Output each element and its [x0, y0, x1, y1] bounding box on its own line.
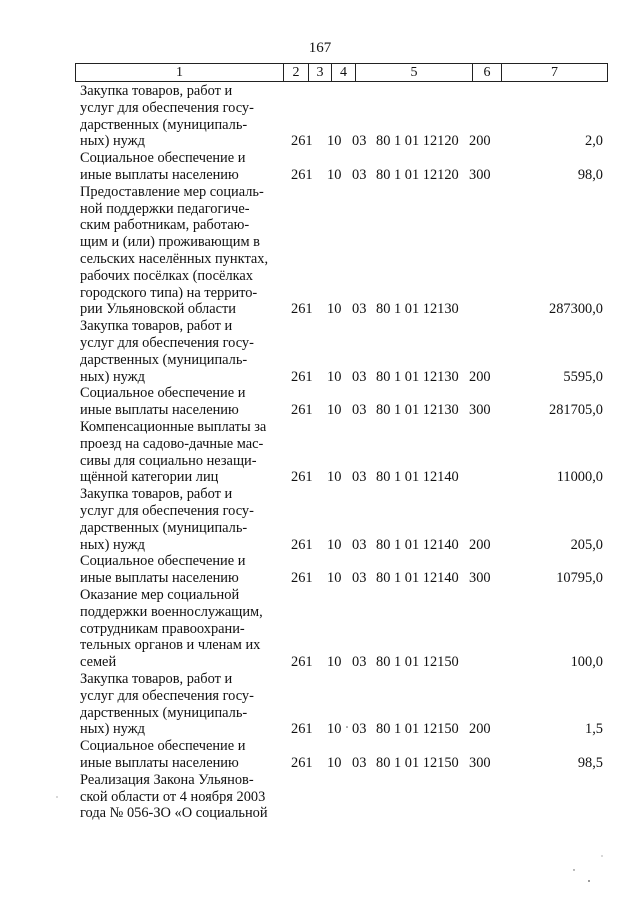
row-name [80, 738, 278, 772]
row-name [80, 419, 278, 486]
ministry-code: 261 [291, 721, 313, 738]
header-col-3: 3 [309, 64, 332, 81]
section-code: 10 [327, 166, 342, 183]
section-code: 10 [327, 536, 342, 553]
expense-type: 300 [469, 570, 491, 587]
sum-value: 281705,0 [549, 402, 603, 419]
subsection-code: 03 [352, 301, 367, 318]
row-name [80, 385, 278, 419]
header-col-4: 4 [332, 64, 356, 81]
row-name-line: сотрудникам правоохрани- [80, 620, 245, 637]
row-name [80, 553, 278, 587]
target-article: 80 1 01 12120 [376, 166, 459, 183]
sum-value: 287300,0 [549, 301, 603, 318]
row-name [80, 587, 278, 671]
row-name-line: Социальное обеспечение и [80, 385, 246, 402]
target-article: 80 1 01 12130 [376, 301, 459, 318]
row-name [80, 83, 278, 150]
row-name-line: Закупка товаров, работ и [80, 671, 233, 687]
row-name-line: Социальное обеспечение и [80, 738, 246, 755]
ministry-code: 261 [291, 536, 313, 553]
row-name-line: сельских населённых пунктах, [80, 250, 269, 267]
expense-type: 200 [469, 721, 491, 738]
row-name-line: иные выплаты населению [80, 570, 239, 587]
subsection-code: 03 [352, 536, 367, 553]
expense-type: 300 [469, 754, 491, 771]
section-code: 10 [327, 301, 342, 318]
row-name [80, 150, 278, 184]
expense-type: 200 [469, 536, 491, 553]
row-name-line: Оказание мер социальной [80, 587, 240, 603]
row-name-line: проезд на садово-дачные мас- [80, 435, 264, 452]
ministry-code: 261 [291, 570, 313, 587]
sum-value: 100,0 [570, 654, 603, 671]
row-name-line: услуг для обеспечения госу- [80, 334, 254, 351]
row-name-line: услуг для обеспечения госу- [80, 99, 254, 116]
row-name-line: иные выплаты населению [80, 754, 239, 771]
subsection-code: 03 [352, 368, 367, 385]
row-name-line: рии Ульяновской области [80, 301, 236, 318]
row-name-line: городского типа) на террито- [80, 284, 258, 301]
row-name-line: ским работникам, работаю- [80, 217, 250, 234]
sum-value: 98,0 [577, 166, 603, 183]
row-name-line: Компенсационные выплаты за [80, 419, 267, 435]
subsection-code: 03 [352, 721, 367, 738]
ministry-code: 261 [291, 301, 313, 318]
row-name-line: Закупка товаров, работ и [80, 318, 233, 335]
sum-value: 5595,0 [563, 368, 603, 385]
row-name-line: тельных органов и членам их [80, 637, 261, 654]
row-name-line: рабочих посёлках (посёлках [80, 267, 253, 284]
section-code: 10 [327, 402, 342, 419]
row-name-line: щим и (или) проживающим в [80, 234, 260, 251]
target-article: 80 1 01 12130 [376, 402, 459, 419]
subsection-code: 03 [352, 570, 367, 587]
sum-value: 1,5 [585, 721, 603, 738]
row-name-line: ных) нужд [80, 133, 145, 150]
row-name-line: ных) нужд [80, 368, 145, 385]
row-name-line: ных) нужд [80, 721, 145, 738]
section-code: 10 [327, 368, 342, 385]
row-name-line: ской области от 4 ноября 2003 [80, 788, 266, 805]
target-article: 80 1 01 12150 [376, 721, 459, 738]
ministry-code: 261 [291, 402, 313, 419]
section-code: 10 [327, 469, 342, 486]
ministry-code: 261 [291, 133, 313, 150]
header-col-2: 2 [284, 64, 309, 81]
ministry-code: 261 [291, 368, 313, 385]
header-col-7: 7 [551, 64, 558, 80]
subsection-code: 03 [352, 133, 367, 150]
row-name-line: иные выплаты населению [80, 402, 239, 419]
row-name [80, 772, 278, 822]
header-col-5: 5 [356, 64, 473, 81]
ministry-code: 261 [291, 166, 313, 183]
row-name [80, 486, 278, 553]
target-article: 80 1 01 12150 [376, 754, 459, 771]
expense-type: 200 [469, 368, 491, 385]
target-article: 80 1 01 12150 [376, 654, 459, 671]
ministry-code: 261 [291, 754, 313, 771]
row-name [80, 184, 278, 318]
row-name-line: Предоставление мер социаль- [80, 183, 264, 200]
row-name-line: дарственных (муниципаль- [80, 351, 248, 368]
subsection-code: 03 [352, 166, 367, 183]
subsection-code: 03 [352, 402, 367, 419]
header-col-6: 6 [473, 64, 502, 81]
row-name-line: сивы для социально незащи- [80, 452, 257, 469]
row-name-line: года № 056-ЗО «О социальной [80, 805, 268, 822]
subsection-code: 03 [352, 469, 367, 486]
row-name-line: услуг для обеспечения госу- [80, 502, 254, 519]
sum-value: 10795,0 [556, 570, 603, 587]
ministry-code: 261 [291, 654, 313, 671]
target-article: 80 1 01 12140 [376, 469, 459, 486]
target-article: 80 1 01 12130 [376, 368, 459, 385]
target-article: 80 1 01 12120 [376, 133, 459, 150]
section-code: 10 [327, 654, 342, 671]
row-name [80, 318, 278, 385]
row-name-line: ной поддержки педагогиче- [80, 200, 250, 217]
expense-type: 200 [469, 133, 491, 150]
row-name [80, 671, 278, 738]
row-name-line: Социальное обеспечение и [80, 150, 246, 167]
row-name-line: иные выплаты населению [80, 166, 239, 183]
expense-type: 300 [469, 166, 491, 183]
sum-value: 205,0 [570, 536, 603, 553]
row-name-line: Закупка товаров, работ и [80, 83, 233, 99]
target-article: 80 1 01 12140 [376, 570, 459, 587]
ministry-code: 261 [291, 469, 313, 486]
sum-value: 11000,0 [556, 469, 603, 486]
row-name-line: ных) нужд [80, 536, 145, 553]
row-name-line: Закупка товаров, работ и [80, 486, 233, 503]
row-name-line: дарственных (муниципаль- [80, 116, 248, 133]
sum-value: 98,5 [577, 754, 603, 771]
subsection-code: 03 [352, 754, 367, 771]
row-name-line: поддержки военнослужащим, [80, 603, 263, 620]
row-name-line: Социальное обеспечение и [80, 553, 246, 570]
page-number: 167 [308, 40, 332, 56]
row-name-line: дарственных (муниципаль- [80, 704, 248, 721]
header-col-1: 1 [76, 64, 284, 81]
target-article: 80 1 01 12140 [376, 536, 459, 553]
section-code: 10 [327, 570, 342, 587]
subsection-code: 03 [352, 654, 367, 671]
row-name-line: дарственных (муниципаль- [80, 519, 248, 536]
section-code: 10 [327, 754, 342, 771]
row-name-line: семей [80, 654, 117, 671]
row-name-line: щённой категории лиц [80, 469, 219, 486]
row-name-line: Реализация Закона Ульянов- [80, 771, 254, 788]
section-code: 10 [327, 721, 342, 738]
section-code: 10 [327, 133, 342, 150]
row-name-line: услуг для обеспечения госу- [80, 687, 254, 704]
expense-type: 300 [469, 402, 491, 419]
sum-value: 2,0 [585, 133, 603, 150]
